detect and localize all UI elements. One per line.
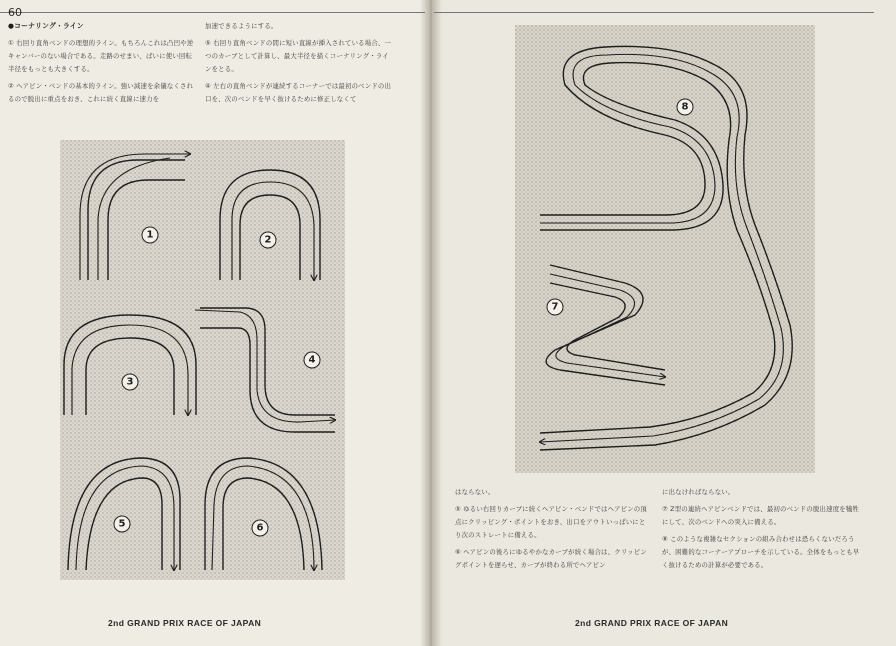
- right-col2-para-3: ⑧ このような複雑なセクションの組み合わせは恐らくないだろうが、困難的なコーナーアプローチを示している。全体をもっとも早く抜けるための計算が必要である。: [662, 535, 860, 569]
- stipple-background: [60, 140, 345, 580]
- diagram-4-label: 4: [308, 354, 316, 366]
- page-number: 60: [8, 6, 22, 19]
- diagram-1-label: 1: [146, 229, 154, 241]
- right-col2-para-2: ⑦ Z型の連続ヘアピンベンドでは、最初のベンドの脱出速度を犠牲にして、次のベンドへの突入に備える。: [662, 505, 860, 526]
- left-text-column-2: [205, 20, 395, 110]
- diagram-8-label: 8: [681, 101, 689, 113]
- cornering-line-diagrams: [50, 140, 350, 585]
- section-heading: ●コーナリング・ライン: [8, 22, 84, 30]
- top-rule-left: [0, 12, 425, 13]
- complex-section-diagrams: [515, 25, 815, 475]
- left-col1-para-2: ② ヘアピン・ベンドの基本的ライン。強い減速を余儀なくされるので脱出に重点をおき、これに続く直線に速力を: [8, 82, 194, 103]
- right-col1-para-1: はならない。: [455, 488, 495, 496]
- diagram-5-label: 5: [118, 518, 126, 530]
- right-text-column-1: [455, 486, 650, 576]
- left-text-column-1: [8, 20, 198, 110]
- right-col1-para-3: ⑥ ヘアピンの後ろにゆるやかなカーブが続く場合は、クリッピングポイントを遅らせ、カーブが終わる所でヘアピン: [455, 548, 647, 569]
- right-text-column-2: [662, 486, 860, 576]
- left-col2-para-2: ⑤ 右回り直角ベンドの間に短い直線が挿入されている場合、一つのカーブとして計算し、最大半径を描くコーナリング・ラインをとる。: [205, 39, 392, 73]
- diagram-3-label: 3: [126, 376, 134, 388]
- diagram-6-label: 6: [256, 522, 264, 534]
- top-rule-right: [434, 12, 874, 13]
- page-gutter: [420, 0, 442, 646]
- right-col2-para-1: に出なければならない。: [662, 488, 735, 496]
- diagram-2-label: 2: [264, 234, 272, 246]
- diagram-7-label: 7: [551, 301, 559, 313]
- left-col1-para-1: ① 右回り直角ベンドの理想的ライン。もちろんこれは凸凹や逆キャンバーのない場合である。走路のせまい、ばいに使い回転半径をもっとも大きくする。: [8, 39, 194, 73]
- right-col1-para-2: ⑤ ゆるい右回りカーブに続くヘアピン・ベンドではヘアピンの頂点にクリッピング・ポイントをおき、出口をアウトいっぱいにとり次のストレートに備える。: [455, 505, 647, 539]
- left-footer: 2nd GRAND PRIX RACE OF JAPAN: [108, 618, 262, 628]
- stipple-background-right: [515, 25, 815, 473]
- left-col2-para-1: 加速できるようにする。: [205, 22, 278, 30]
- left-col2-para-3: ④ 左右の直角ベンドが連続するコーナーでは最初のベンドの出口を、次のベンドを早く抜けるために修正しなくて: [205, 82, 392, 103]
- right-footer: 2nd GRAND PRIX RACE OF JAPAN: [575, 618, 729, 628]
